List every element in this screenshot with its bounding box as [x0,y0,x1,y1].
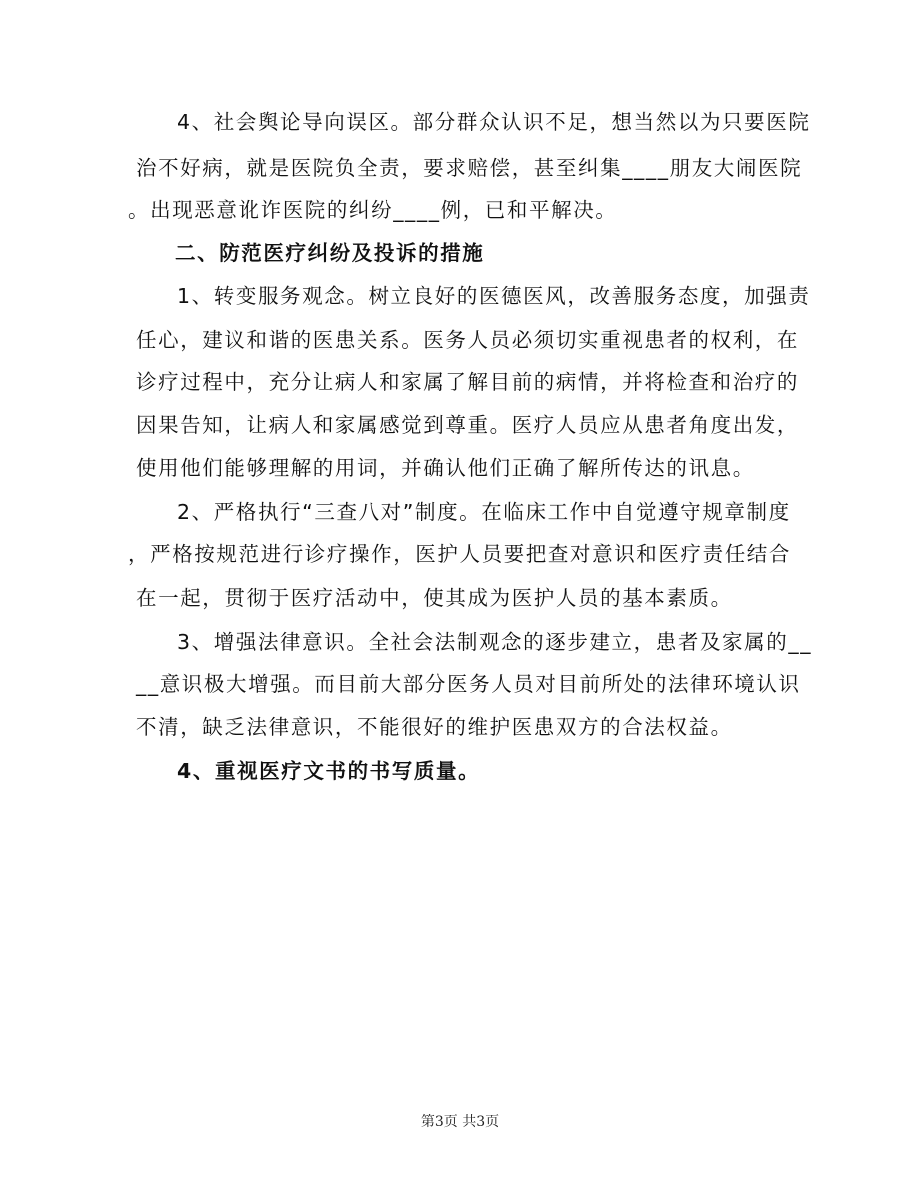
body-text-line: 诊疗过程中，充分让病人和家属了解目前的病情，并将检查和治疗的 [136,370,799,394]
body-text-line: 4、社会舆论导向误区。部分群众认识不足，想当然以为只要医院 [177,110,811,134]
page-footer: 第3页 共3页 [420,1114,500,1130]
body-text-line: __意识极大增强。而目前大部分医务人员对目前所处的法律环境认识 [136,672,801,696]
body-text-line: 1、转变服务观念。树立良好的医德医风，改善服务态度，加强责 [177,284,811,308]
body-text-line: 在一起，贯彻于医疗活动中，使其成为医护人员的基本素质。 [136,586,733,610]
section-heading: 二、防范医疗纠纷及投诉的措施 [175,241,485,265]
body-text-line: 2、严格执行“三查八对”制度。在临床工作中自觉遵守规章制度 [177,500,791,524]
item-heading: 4、重视医疗文书的书写质量。 [177,759,481,783]
body-text-line: 任心，建议和谐的医患关系。医务人员必须切实重视患者的权利，在 [136,328,799,352]
body-text-line: 因果告知，让病人和家属感觉到尊重。医疗人员应从患者角度出发， [136,413,799,437]
body-text-line: 治不好病，就是医院负全责，要求赔偿，甚至纠集____朋友大闹医院 [136,156,803,180]
body-text-line: ，严格按规范进行诊疗操作，医护人员要把查对意识和医疗责任结合 [128,542,791,566]
body-text-line: 3、增强法律意识。全社会法制观念的逐步建立，患者及家属的__ [177,630,813,654]
body-text-line: 不清，缺乏法律意识，不能很好的维护医患双方的合法权益。 [136,715,733,739]
body-text-line: 使用他们能够理解的用词，并确认他们正确了解所传达的讯息。 [136,456,755,480]
body-text-line: 。出现恶意讹诈医院的纠纷____例，已和平解决。 [128,198,618,222]
